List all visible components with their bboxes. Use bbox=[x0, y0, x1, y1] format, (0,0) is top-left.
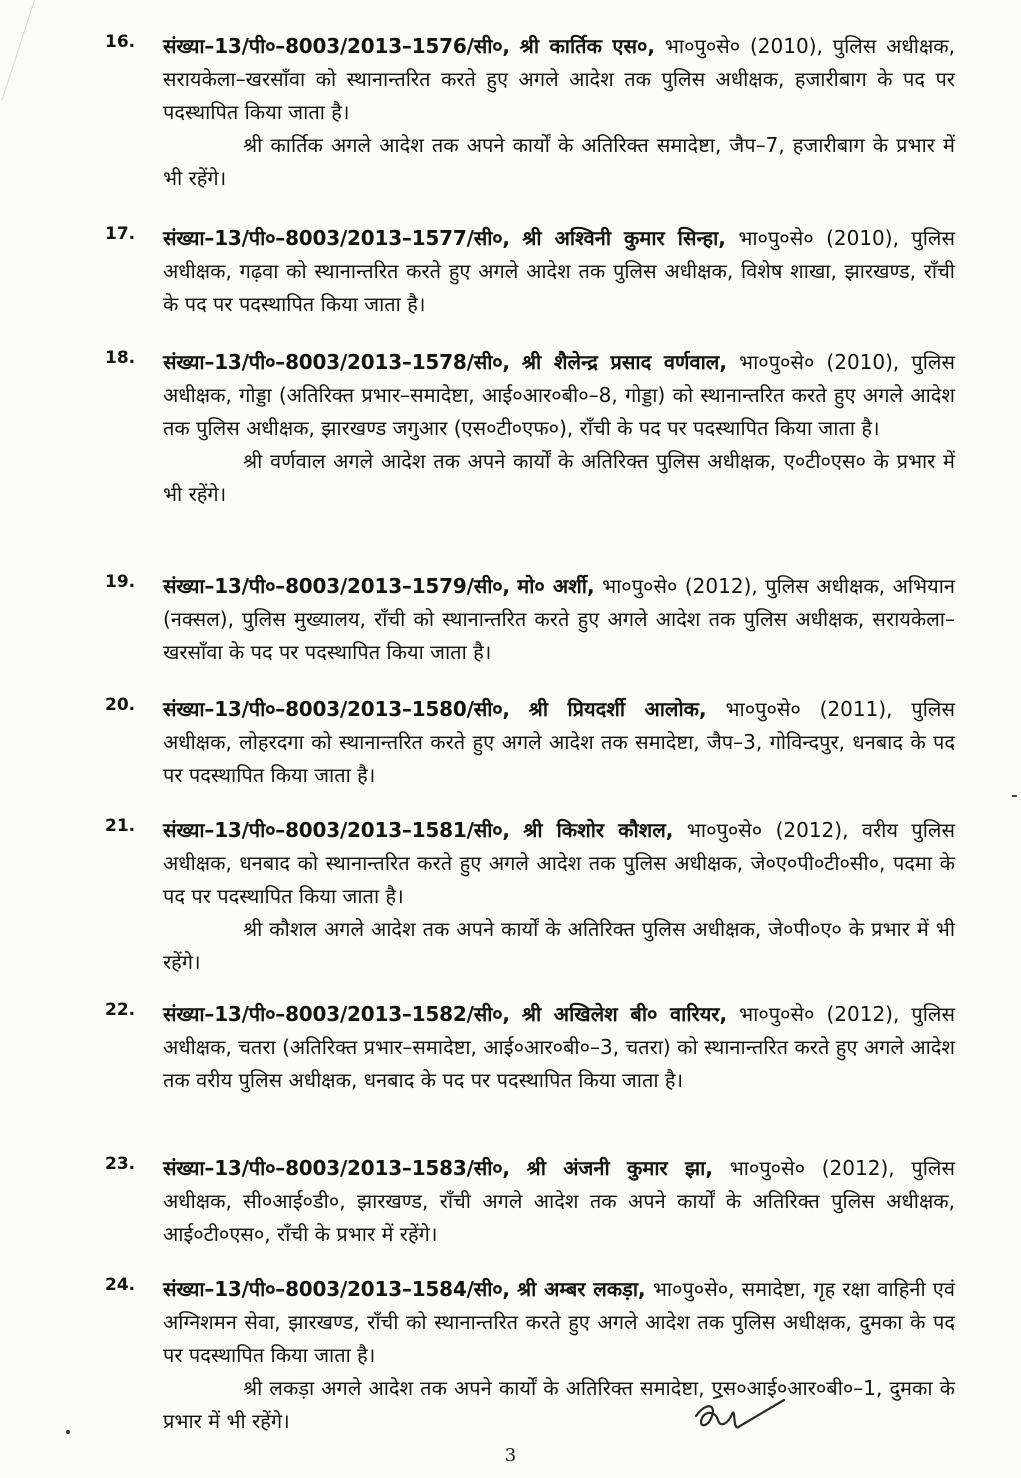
reference-number: संख्या–13/पी०–8003/2013– bbox=[163, 350, 412, 374]
entry-number: 17. bbox=[105, 224, 136, 244]
entry-body bbox=[163, 346, 955, 511]
memo-number: 1581 bbox=[411, 818, 467, 842]
order-text: भा०पु०से० (2010), पुलिस अधीक्षक, गोड्डा (अतिरिक्त प्रभार–समादेष्टा, आई०आर०बी०–8, गोड्डा) को स्थानान्तरित करते हुए अगले आदेश तक पुलिस अधीक्षक, झारखण्ड जगुआर (एस०टी०एफ०), राँची के पद पर पदस्थापित किया जाता है। bbox=[163, 350, 955, 440]
officer-name: श्री किशोर कौशल, bbox=[523, 818, 674, 842]
reference-number: संख्या–13/पी०–8003/2013– bbox=[163, 34, 412, 58]
officer-name: श्री अम्बर लकड़ा, bbox=[516, 1277, 646, 1301]
order-text: भा०पु०से० (2010), पुलिस अधीक्षक, गढ़वा को स्थानान्तरित करते हुए अगले आदेश तक पुलिस अधीक्षक, विशेष शाखा, झारखण्ड, राँची के पद पर पदस्थापित किया जाता है। bbox=[163, 226, 955, 316]
page-number: 3 bbox=[504, 1445, 517, 1466]
order-text: भा०पु०से० (2011), पुलिस अधीक्षक, लोहरदगा को स्थानान्तरित करते हुए अगले आदेश तक समादेष्टा, जैप–3, गोविन्दपुर, धनबाद के पद पर पदस्थापित किया जाता है। bbox=[163, 697, 955, 787]
order-entry-23 bbox=[105, 1152, 955, 1251]
entry-body bbox=[163, 570, 955, 669]
memo-number: 1578 bbox=[411, 350, 467, 374]
additional-charge-text: श्री लकड़ा अगले आदेश तक अपने कार्यों के अतिरिक्त समादेष्टा, एस०आई०आर०बी०–1, दुमका के प्रभार में भी रहेंगे। bbox=[163, 1376, 955, 1433]
additional-charge-text: श्री कौशल अगले आदेश तक अपने कार्यों के अतिरिक्त पुलिस अधीक्षक, जे०पी०ए० के प्रभार में भी रहेंगे। bbox=[163, 917, 955, 974]
entry-number: 21. bbox=[105, 816, 136, 836]
memo-number: 1579 bbox=[411, 574, 467, 598]
reference-suffix: /सी०, bbox=[466, 1002, 510, 1026]
memo-number: 1576 bbox=[411, 34, 467, 58]
order-entry-21 bbox=[105, 814, 955, 979]
reference-number: संख्या–13/पी०–8003/2013– bbox=[163, 818, 412, 842]
entry-number: 23. bbox=[105, 1154, 136, 1174]
order-entry-24 bbox=[105, 1273, 955, 1438]
order-entry-17 bbox=[105, 222, 955, 321]
order-entry-16 bbox=[105, 30, 955, 195]
officer-name: श्री प्रियदर्शी आलोक, bbox=[528, 697, 707, 721]
memo-number: 1582 bbox=[411, 1002, 467, 1026]
entry-body bbox=[163, 1273, 955, 1438]
memo-number: 1584 bbox=[411, 1277, 467, 1301]
order-entry-18 bbox=[105, 346, 955, 511]
scan-edge-mark bbox=[0, 0, 35, 100]
officer-name: श्री अश्विनी कुमार सिन्हा, bbox=[522, 226, 726, 250]
entry-body bbox=[163, 693, 955, 792]
entry-number: 18. bbox=[105, 348, 136, 368]
reference-suffix: /सी०, bbox=[466, 574, 510, 598]
entry-body bbox=[163, 998, 955, 1097]
reference-suffix: /सी०, bbox=[466, 350, 510, 374]
entry-number: 22. bbox=[105, 1000, 136, 1020]
order-entry-19 bbox=[105, 570, 955, 669]
additional-charge-text: श्री कार्तिक अगले आदेश तक अपने कार्यों के अतिरिक्त समादेष्टा, जैप–7, हजारीबाग के प्रभार में भी रहेंगे। bbox=[163, 133, 955, 190]
reference-suffix: /सी०, bbox=[466, 226, 510, 250]
entry-body bbox=[163, 1152, 955, 1251]
order-text: भा०पु०से० (2012), पुलिस अधीक्षक, चतरा (अतिरिक्त प्रभार–समादेष्टा, आई०आर०बी०–3, चतरा) को स्थानान्तरित करते हुए अगले आदेश तक वरीय पुलिस अधीक्षक, धनबाद के पद पर पदस्थापित किया जाता है। bbox=[163, 1002, 955, 1092]
order-text: भा०पु०से० (2012), वरीय पुलिस अधीक्षक, धनबाद को स्थानान्तरित करते हुए अगले आदेश तक पुलिस अधीक्षक, जे०ए०पी०टी०सी०, पदमा के पद पर पदस्थापित किया जाता है। bbox=[163, 818, 955, 908]
order-text: भा०पु०से० (2012), पुलिस अधीक्षक, अभियान (नक्सल), पुलिस मुख्यालय, राँची को स्थानान्तरित करते हुए अगले आदेश तक पुलिस अधीक्षक, सरायकेला–खरसाँवा के पद पर पदस्थापित किया जाता है। bbox=[163, 574, 956, 664]
entry-number: 16. bbox=[105, 32, 136, 52]
officer-name: श्री कार्तिक एस०, bbox=[519, 34, 655, 58]
scan-speck bbox=[1012, 795, 1017, 797]
memo-number: 1583 bbox=[411, 1156, 467, 1180]
reference-number: संख्या–13/पी०–8003/2013– bbox=[163, 574, 412, 598]
memo-number: 1580 bbox=[411, 697, 467, 721]
order-text: भा०पु०से०, समादेष्टा, गृह रक्षा वाहिनी एवं अग्निशमन सेवा, झारखण्ड, राँची को स्थानान्तरित करते हुए अगले आदेश तक पुलिस अधीक्षक, दुमका के पद पर पदस्थापित किया जाता है। bbox=[163, 1277, 955, 1367]
entry-number: 20. bbox=[105, 695, 136, 715]
reference-number: संख्या–13/पी०–8003/2013– bbox=[163, 1277, 412, 1301]
officer-name: मो० अर्शी, bbox=[517, 574, 595, 598]
scan-speck bbox=[66, 1430, 70, 1434]
reference-suffix: /सी०, bbox=[466, 818, 510, 842]
additional-charge-text: श्री वर्णवाल अगले आदेश तक अपने कार्यों के अतिरिक्त पुलिस अधीक्षक, ए०टी०एस० के प्रभार में भी रहेंगे। bbox=[163, 449, 955, 506]
reference-number: संख्या–13/पी०–8003/2013– bbox=[163, 1002, 412, 1026]
order-entry-20 bbox=[105, 693, 955, 792]
entry-body bbox=[163, 30, 955, 195]
order-text: भा०पु०से० (2012), पुलिस अधीक्षक, सी०आई०डी०, झारखण्ड, राँची अगले आदेश तक अपने कार्यों के अतिरिक्त पुलिस अधीक्षक, आई०टी०एस०, राँची के प्रभार में रहेंगे। bbox=[163, 1156, 955, 1246]
reference-suffix: /सी०, bbox=[466, 1156, 510, 1180]
reference-number: संख्या–13/पी०–8003/2013– bbox=[163, 697, 412, 721]
initials-signature bbox=[688, 1394, 788, 1442]
officer-name: श्री अखिलेश बी० वारियर, bbox=[521, 1002, 728, 1026]
reference-number: संख्या–13/पी०–8003/2013– bbox=[163, 1156, 412, 1180]
entry-body bbox=[163, 222, 955, 321]
memo-number: 1577 bbox=[411, 226, 467, 250]
reference-number: संख्या–13/पी०–8003/2013– bbox=[163, 226, 412, 250]
order-text: भा०पु०से० (2010), पुलिस अधीक्षक, सरायकेला–खरसाँवा को स्थानान्तरित करते हुए अगले आदेश तक पुलिस अधीक्षक, हजारीबाग के पद पर पदस्थापित किया जाता है। bbox=[163, 34, 955, 124]
entry-number: 19. bbox=[105, 572, 136, 592]
reference-suffix: /सी०, bbox=[466, 34, 510, 58]
entry-number: 24. bbox=[105, 1275, 136, 1295]
officer-name: श्री अंजनी कुमार झा, bbox=[526, 1156, 713, 1180]
reference-suffix: /सी०, bbox=[466, 1277, 510, 1301]
officer-name: श्री शैलेन्द्र प्रसाद वर्णवाल, bbox=[521, 350, 727, 374]
entry-body bbox=[163, 814, 955, 979]
reference-suffix: /सी०, bbox=[466, 697, 510, 721]
order-entry-22 bbox=[105, 998, 955, 1097]
